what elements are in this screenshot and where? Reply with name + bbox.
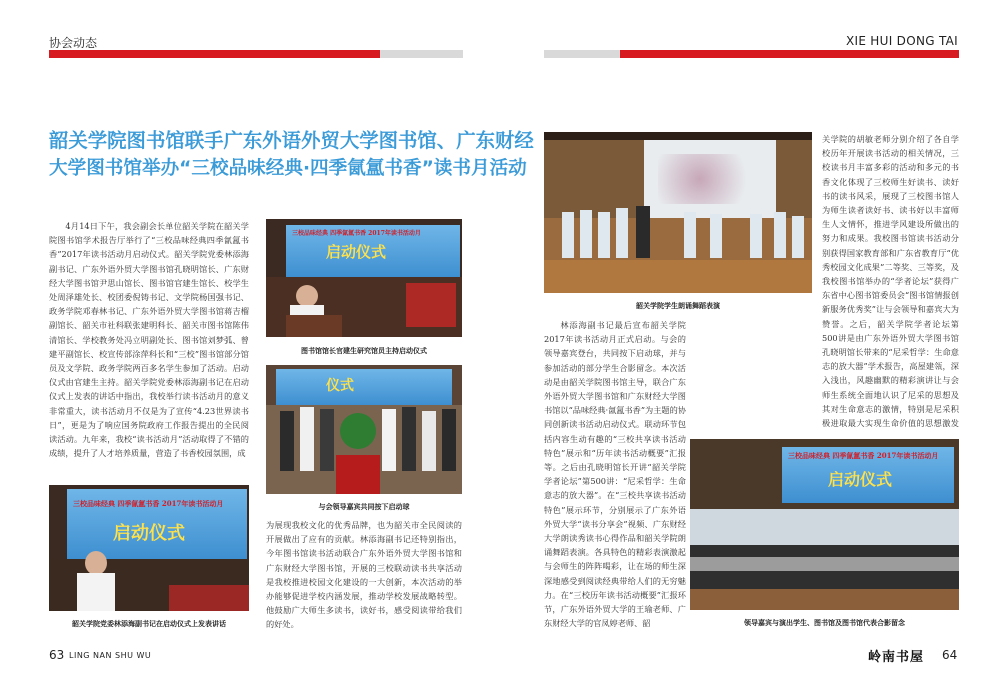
caption-secretary: 韶关学院党委林添海副书记在启动仪式上发表讲话 [72, 619, 226, 628]
header-rule-grey-right [544, 50, 620, 58]
section-header-right: XIE HUI DONG TAI [845, 34, 958, 48]
footer-magazine-pinyin: LING NAN SHU WU [69, 651, 152, 660]
banner-text-main-3: 启动仪式 [828, 470, 893, 489]
photo-host-speaking [266, 219, 462, 337]
banner-text-main-2: 启动仪式 [113, 523, 185, 544]
banner-text-small: 仪式 [326, 378, 354, 394]
page-number-left: 63 [49, 648, 65, 662]
article-text-col3: 林添海副书记最后宣布韶关学院2017年读书活动月正式启动。与会的领导嘉宾登台，共同按下启动球，并与参加活动的部分学生合影留念。本次活动是由韶关学院图书馆主导，联合广东外语外贸大学图书馆和广东财经大学图书馆以“品味经典·氤氲书香”为主题的协同创新读书活动启动仪式。联动环节包括内容生动有趣的“三校共享读书活动特色”展示和“历年读书活动概要”汇报等。之后由孔晓明馆长开讲“韶关学院学者论坛”第500讲：“尼采哲学：生命意志的放大器”。在“三校共享读书活动特色”展示环节，分别展示了广东外语外贸大学“读书分享会”视频、广东财经大学朗读秀读书心得作品和韶关学院朗诵舞蹈表演。各具特色的精彩表演激起与会师生的阵阵喝彩，让在场的师生深深地感受到阅读经典带给人们的无穷魅力。在“三校历年读书活动概要”汇报环节，广东外语外贸大学的王瑜老师、广东财经大学的官凤婷老师、韶 [544, 320, 686, 629]
article-column-3 [544, 318, 686, 634]
header-rule-grey-left [380, 50, 463, 58]
article-text-col1: 4月14日下午，我会副会长单位韶关学院在韶关学院图书馆学术报告厅举行了“三校品味经典四季氤氲书香”2017年读书活动月启动仪式。韶关学院党委林添海副书记、广东外语外贸大学图书馆孔晓明馆长、广东财经大学图书馆尹思山馆长、图书馆官建生馆长、校学生处周泽雄处长、校团委倪铸书记、文学院杨国强书记、政务学院邓春林书记、广东外语外贸大学图书馆蒋吉榴副馆长、韶关市社科联张建明科长、韶关市图书馆陈伟清馆长、学校教务处冯立明副处长、图书馆刘梦弧、曾建平副馆长、校宣传部涂萍科长和“三校”图书馆部分馆员及文学院、政务学院两百多名学生参加了活动。启动仪式由官建生主持。韶关学院党委林添海副书记在启动仪式上发表的讲话中指出，我校举行读书活动月的意义非常重大，读书活动月不仅是为了宣传“4.23世界读书日”，更是为了响应国务院政府工作报告提出的全民阅读活动。九年来，我校“读书活动月”活动取得了不错的成绩，提升了人才培养质量，营造了书香校园氛围，成 [49, 221, 249, 459]
photo-secretary-speech [49, 485, 249, 611]
photo-group [690, 439, 959, 610]
article-text-col2: 为展现我校文化的优秀品牌，也为韶关市全民阅读的开展做出了应有的贡献。林添海副书记还特别指出，今年图书馆读书活动联合广东外语外贸大学图书馆和广东财经大学图书馆，开展的三校联动读书共享活动是我校推进校园文化建设的一大创新，本次活动的举办能够促进学校内涵发展，推动学校发展战略转型。他鼓励广大师生多读书，读好书，感受阅读带给我们的好处。 [266, 520, 462, 630]
page-number-right: 64 [942, 648, 958, 662]
header-rule-red-right [620, 50, 959, 58]
section-header-left: 协会动态 [49, 36, 98, 50]
article-title-line1: 韶关学院图书馆联手广东外语外贸大学图书馆、广东财经 [49, 129, 534, 152]
header-rule-red-left [49, 50, 380, 58]
banner-text-top: 三校品味经典 四季氤氲书香 2017年读书活动月 [292, 230, 421, 237]
caption-host: 图书馆馆长官建生研究馆员主持启动仪式 [301, 346, 427, 355]
footer-magazine-brand: 岭南书屋 [868, 650, 925, 665]
photo-leaders-start-ball [266, 365, 462, 494]
banner-text-top-3: 三校品味经典 四季氤氲书香 2017年读书活动月 [788, 451, 939, 460]
caption-start-ball: 与会领导嘉宾共同按下启动球 [318, 502, 410, 511]
caption-group: 领导嘉宾与演出学生、图书馆及图书馆代表合影留念 [744, 618, 905, 627]
article-column-1 [49, 219, 249, 475]
banner-text-top-2: 三校品味经典 四季氤氲书香 2017年读书活动月 [73, 499, 224, 508]
article-column-4 [822, 132, 959, 430]
caption-performance: 韶关学院学生朗诵舞蹈表演 [636, 301, 720, 310]
article-title-line2: 大学图书馆举办“三校品味经典·四季氤氲书香”读书月活动 [49, 158, 527, 179]
article-column-2 [266, 518, 462, 632]
banner-text-main: 启动仪式 [326, 243, 387, 261]
article-text-col4: 关学院的胡敏老师分别介绍了各自学校历年开展读书活动的相关情况，三校读书月丰富多彩的活动和多元的书香文化体现了三校师生好读书、读好书的读书风采，展现了三校图书馆人为师生读者读好书、读书好以丰富师生人文情怀，推进学风建设所做出的努力和成果。我校图书馆读书活动分别获得国家教育部和广东省教育厅“优秀校园文化成果”二等奖、三等奖，及我校图书馆举办的“学者论坛”获得广东省中心图书馆委员会“图书馆情报创新服务优秀奖”让与会领导和嘉宾大为赞誉。之后，韶关学院学者论坛第500讲是由广东外语外贸大学图书馆孔晓明馆长带来的“尼采哲学：生命意志的放大器”学术报告，高屋建瓴，深入浅出，风趣幽默的精彩演讲让与会师生系统全面地认识了尼采的思想及其对生命意志的激情，特别是尼采积极进取最大实现生命价值的思想激发 [822, 134, 959, 429]
photo-student-performance [544, 132, 812, 293]
